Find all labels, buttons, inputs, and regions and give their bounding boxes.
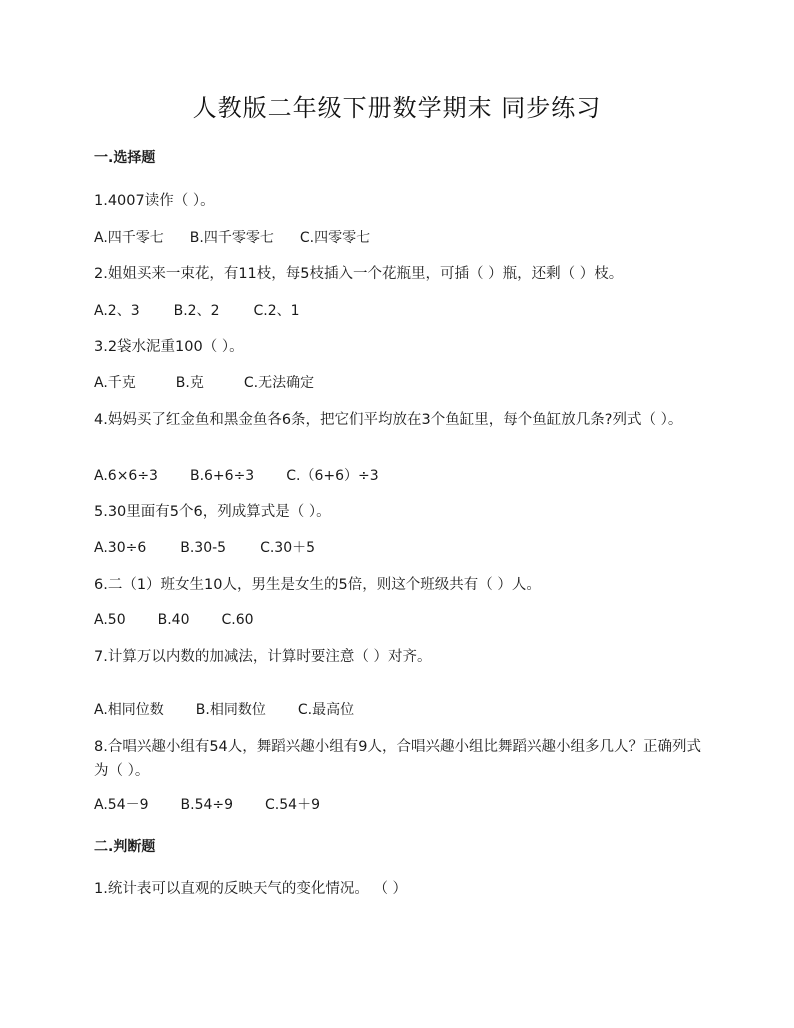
question-4-stem: 4.妈妈买了红金鱼和黑金鱼各6条，把它们平均放在3个鱼缸里，每个鱼缸放几条?列式（ ）。 bbox=[94, 412, 683, 428]
question-7-option-a: A.相同位数 bbox=[94, 702, 164, 718]
question-8-option-a: A.54－9 bbox=[94, 797, 149, 813]
question-7-options bbox=[94, 700, 354, 720]
question-1-option-b: B.四千零零七 bbox=[189, 230, 274, 246]
question-8-option-c: C.54＋9 bbox=[265, 797, 320, 813]
question-7-stem: 7.计算万以内数的加减法，计算时要注意（ ）对齐。 bbox=[94, 649, 432, 665]
section-heading-judge: 二.判断题 bbox=[94, 839, 156, 855]
question-2-option-b: B.2、2 bbox=[173, 303, 220, 319]
question-1-options bbox=[94, 228, 370, 248]
question-6-option-b: B.40 bbox=[157, 612, 190, 628]
question-3-stem: 3.2袋水泥重100（ ）。 bbox=[94, 339, 244, 355]
question-3-option-c: C.无法确定 bbox=[243, 375, 315, 391]
question-8-stem: 8.合唱兴趣小组有54人，舞蹈兴趣小组有9人，合唱兴趣小组比舞蹈兴趣小组多几人？正确列式为（ ）。 bbox=[94, 739, 702, 779]
question-2-option-a: A.2、3 bbox=[94, 303, 140, 319]
question-3-option-b: B.克 bbox=[175, 375, 204, 391]
question-6-stem: 6.二（1）班女生10人，男生是女生的5倍，则这个班级共有（ ）人。 bbox=[94, 577, 541, 593]
question-5-option-c: C.30＋5 bbox=[260, 540, 316, 556]
question-5-stem: 5.30里面有5个6，列成算式是（ ）。 bbox=[94, 504, 331, 520]
question-1-stem: 1.4007读作（ ）。 bbox=[94, 193, 215, 209]
question-4-options bbox=[94, 466, 379, 486]
judge-question-1-stem: 1.统计表可以直观的反映天气的变化情况。 （ ） bbox=[94, 881, 408, 897]
question-5-option-b: B.30-5 bbox=[180, 540, 227, 556]
question-8-option-b: B.54÷9 bbox=[180, 797, 234, 813]
question-6-option-a: A.50 bbox=[94, 612, 126, 628]
section-heading-choice: 一.选择题 bbox=[94, 150, 156, 166]
question-5-option-a: A.30÷6 bbox=[94, 540, 147, 556]
question-4-option-a: A.6×6÷3 bbox=[94, 468, 158, 484]
question-7-option-b: B.相同数位 bbox=[195, 702, 266, 718]
question-4-option-c: C.（6+6）÷3 bbox=[286, 468, 379, 484]
question-2-stem: 2.姐姐买来一束花，有11枝，每5枝插入一个花瓶里，可插（ ）瓶，还剩（ ）枝。 bbox=[94, 266, 624, 282]
question-3-options bbox=[94, 373, 314, 393]
question-1-option-a: A.四千零七 bbox=[94, 230, 164, 246]
question-2-option-c: C.2、1 bbox=[253, 303, 300, 319]
page-title: 人教版二年级下册数学期末 同步练习 bbox=[192, 94, 602, 122]
question-8-options bbox=[94, 795, 320, 815]
question-5-options bbox=[94, 538, 315, 558]
question-6-options bbox=[94, 610, 254, 630]
question-4-option-b: B.6+6÷3 bbox=[189, 468, 255, 484]
question-2-options bbox=[94, 301, 300, 321]
question-6-option-c: C.60 bbox=[221, 612, 254, 628]
question-3-option-a: A.千克 bbox=[94, 375, 136, 391]
question-7-option-c: C.最高位 bbox=[297, 702, 355, 718]
question-1-option-c: C.四零零七 bbox=[299, 230, 371, 246]
